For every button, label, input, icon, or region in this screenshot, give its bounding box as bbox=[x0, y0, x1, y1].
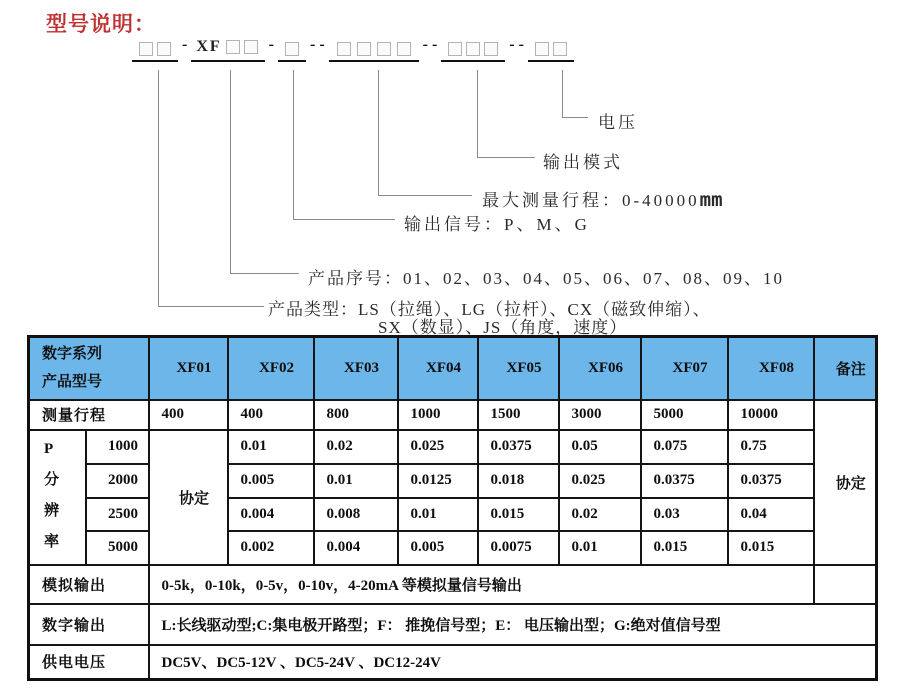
header-xf01: XF01 bbox=[149, 337, 228, 400]
res-5000-xf08: 0.015 bbox=[728, 531, 814, 565]
callout-line-output-signal bbox=[293, 70, 294, 219]
code-box bbox=[466, 42, 480, 56]
res-2000-xf03: 0.01 bbox=[314, 464, 398, 498]
res-5000-xf03: 0.004 bbox=[314, 531, 398, 565]
code-box bbox=[139, 42, 153, 56]
res-2000-xf06: 0.025 bbox=[559, 464, 641, 498]
travel-xf07: 5000 bbox=[641, 400, 728, 430]
code-box bbox=[157, 42, 171, 56]
header-xf04: XF04 bbox=[398, 337, 478, 400]
res-1000-xf05: 0.0375 bbox=[478, 430, 559, 464]
code-box bbox=[357, 42, 371, 56]
header-xf08: XF08 bbox=[728, 337, 814, 400]
res-2500-xf07: 0.03 bbox=[641, 498, 728, 531]
res-2000-xf05: 0.018 bbox=[478, 464, 559, 498]
travel-xf06: 3000 bbox=[559, 400, 641, 430]
res-5000-xf05: 0.0075 bbox=[478, 531, 559, 565]
resolution-key-1000: 1000 bbox=[86, 430, 149, 464]
callout-line-voltage bbox=[562, 117, 588, 118]
remark-merged-cell: 协定 bbox=[814, 400, 877, 565]
travel-xf05: 1500 bbox=[478, 400, 559, 430]
callout-line-output-mode bbox=[477, 70, 478, 157]
code-box bbox=[553, 42, 567, 56]
page-title: 型号说明： bbox=[46, 13, 156, 36]
res-1000-xf03: 0.02 bbox=[314, 430, 398, 464]
callout-product-type-line2: SX（数显）、JS（角度，速度） bbox=[378, 318, 628, 337]
res-5000-xf06: 0.01 bbox=[559, 531, 641, 565]
code-group-type bbox=[132, 42, 178, 62]
power-value: DC5V、DC5-12V 、DC5-24V 、DC12-24V bbox=[149, 645, 877, 680]
resolution-key-2000: 2000 bbox=[86, 464, 149, 498]
callout-line-output-mode bbox=[477, 157, 535, 158]
res-5000-xf04: 0.005 bbox=[398, 531, 478, 565]
callout-line-output-signal bbox=[293, 219, 395, 220]
callout-line-product-serial bbox=[230, 70, 231, 273]
analog-value: 0-5k，0-10k，0-5v，0-10v，4-20mA 等模拟量信号输出 bbox=[149, 565, 814, 604]
header-xf03: XF03 bbox=[314, 337, 398, 400]
model-code-format bbox=[132, 36, 574, 62]
header-xf05: XF05 bbox=[478, 337, 559, 400]
res-2500-xf05: 0.015 bbox=[478, 498, 559, 531]
code-box bbox=[448, 42, 462, 56]
res-2500-xf02: 0.004 bbox=[228, 498, 314, 531]
code-box bbox=[377, 42, 391, 56]
mm-unit: mm bbox=[699, 189, 723, 211]
code-prefix-xf: XF bbox=[196, 38, 222, 55]
code-box bbox=[226, 40, 240, 54]
res-2500-xf03: 0.008 bbox=[314, 498, 398, 531]
callout-voltage: 电压 bbox=[598, 113, 638, 132]
resolution-row-1000 bbox=[29, 430, 877, 464]
digital-label: 数字输出 bbox=[29, 604, 149, 645]
callout-max-travel: 最大测量行程：0-40000mm bbox=[482, 189, 723, 211]
code-group-series bbox=[191, 38, 264, 62]
res-1000-xf06: 0.05 bbox=[559, 430, 641, 464]
res-2000-xf02: 0.005 bbox=[228, 464, 314, 498]
travel-xf08: 10000 bbox=[728, 400, 814, 430]
header-remark: 备注 bbox=[814, 337, 877, 400]
res-1000-xf08: 0.75 bbox=[728, 430, 814, 464]
code-separator: - bbox=[268, 36, 274, 53]
callout-product-serial: 产品序号：01、02、03、04、05、06、07、08、09、10 bbox=[308, 269, 784, 288]
res-1000-xf07: 0.075 bbox=[641, 430, 728, 464]
travel-xf01: 400 bbox=[149, 400, 228, 430]
code-box bbox=[535, 42, 549, 56]
code-group-signal bbox=[278, 42, 306, 62]
resolution-key-5000: 5000 bbox=[86, 531, 149, 565]
travel-xf03: 800 bbox=[314, 400, 398, 430]
callout-line-product-type bbox=[158, 70, 159, 306]
analog-output-row bbox=[29, 565, 877, 604]
code-box bbox=[244, 40, 258, 54]
analog-remark-cell bbox=[814, 565, 877, 604]
header-xf07: XF07 bbox=[641, 337, 728, 400]
code-box bbox=[285, 42, 299, 56]
res-2000-xf07: 0.0375 bbox=[641, 464, 728, 498]
res-2000-xf08: 0.0375 bbox=[728, 464, 814, 498]
res-2000-xf04: 0.0125 bbox=[398, 464, 478, 498]
callout-product-type-line1: 产品类型：LS（拉绳）、LG（拉杆）、CX（磁致伸缩）、 bbox=[268, 300, 711, 319]
code-group-travel bbox=[329, 42, 419, 62]
header-row bbox=[29, 337, 877, 400]
code-separator: - - bbox=[509, 36, 524, 53]
travel-xf04: 1000 bbox=[398, 400, 478, 430]
resolution-key-2500: 2500 bbox=[86, 498, 149, 531]
header-xf02: XF02 bbox=[228, 337, 314, 400]
code-box bbox=[337, 42, 351, 56]
header-xf06: XF06 bbox=[559, 337, 641, 400]
xf01-merged-cell: 协定 bbox=[149, 430, 228, 565]
power-label: 供电电压 bbox=[29, 645, 149, 680]
res-5000-xf07: 0.015 bbox=[641, 531, 728, 565]
res-1000-xf02: 0.01 bbox=[228, 430, 314, 464]
analog-label: 模拟输出 bbox=[29, 565, 149, 604]
callout-line-max-travel bbox=[378, 195, 472, 196]
digital-output-row bbox=[29, 604, 877, 645]
power-voltage-row bbox=[29, 645, 877, 680]
callout-output-mode: 输出模式 bbox=[543, 153, 623, 172]
code-separator: - bbox=[182, 36, 188, 53]
code-group-voltage bbox=[528, 42, 574, 62]
res-5000-xf02: 0.002 bbox=[228, 531, 314, 565]
callout-line-product-serial bbox=[230, 273, 299, 274]
code-group-output-mode bbox=[441, 42, 505, 62]
code-separator: - - bbox=[422, 36, 438, 53]
travel-label: 测量行程 bbox=[29, 400, 149, 430]
res-2500-xf06: 0.02 bbox=[559, 498, 641, 531]
res-2500-xf08: 0.04 bbox=[728, 498, 814, 531]
code-separator: - - bbox=[309, 36, 325, 53]
code-box bbox=[397, 42, 411, 56]
header-product-model: 数字系列 产品型号 bbox=[29, 337, 149, 400]
callout-line-product-type bbox=[158, 306, 264, 307]
travel-xf02: 400 bbox=[228, 400, 314, 430]
spec-table bbox=[27, 335, 878, 681]
callout-line-voltage bbox=[562, 70, 563, 117]
code-box bbox=[484, 42, 498, 56]
res-2500-xf04: 0.01 bbox=[398, 498, 478, 531]
callout-output-signal: 输出信号：P、M、G bbox=[404, 215, 590, 234]
resolution-label: P 分 辨 率 bbox=[29, 430, 86, 565]
callout-line-max-travel bbox=[378, 70, 379, 195]
res-1000-xf04: 0.025 bbox=[398, 430, 478, 464]
travel-row bbox=[29, 400, 877, 430]
digital-value: L:长线驱动型;C:集电极开路型；F： 推挽信号型；E： 电压输出型；G:绝对值信号型 bbox=[149, 604, 877, 645]
